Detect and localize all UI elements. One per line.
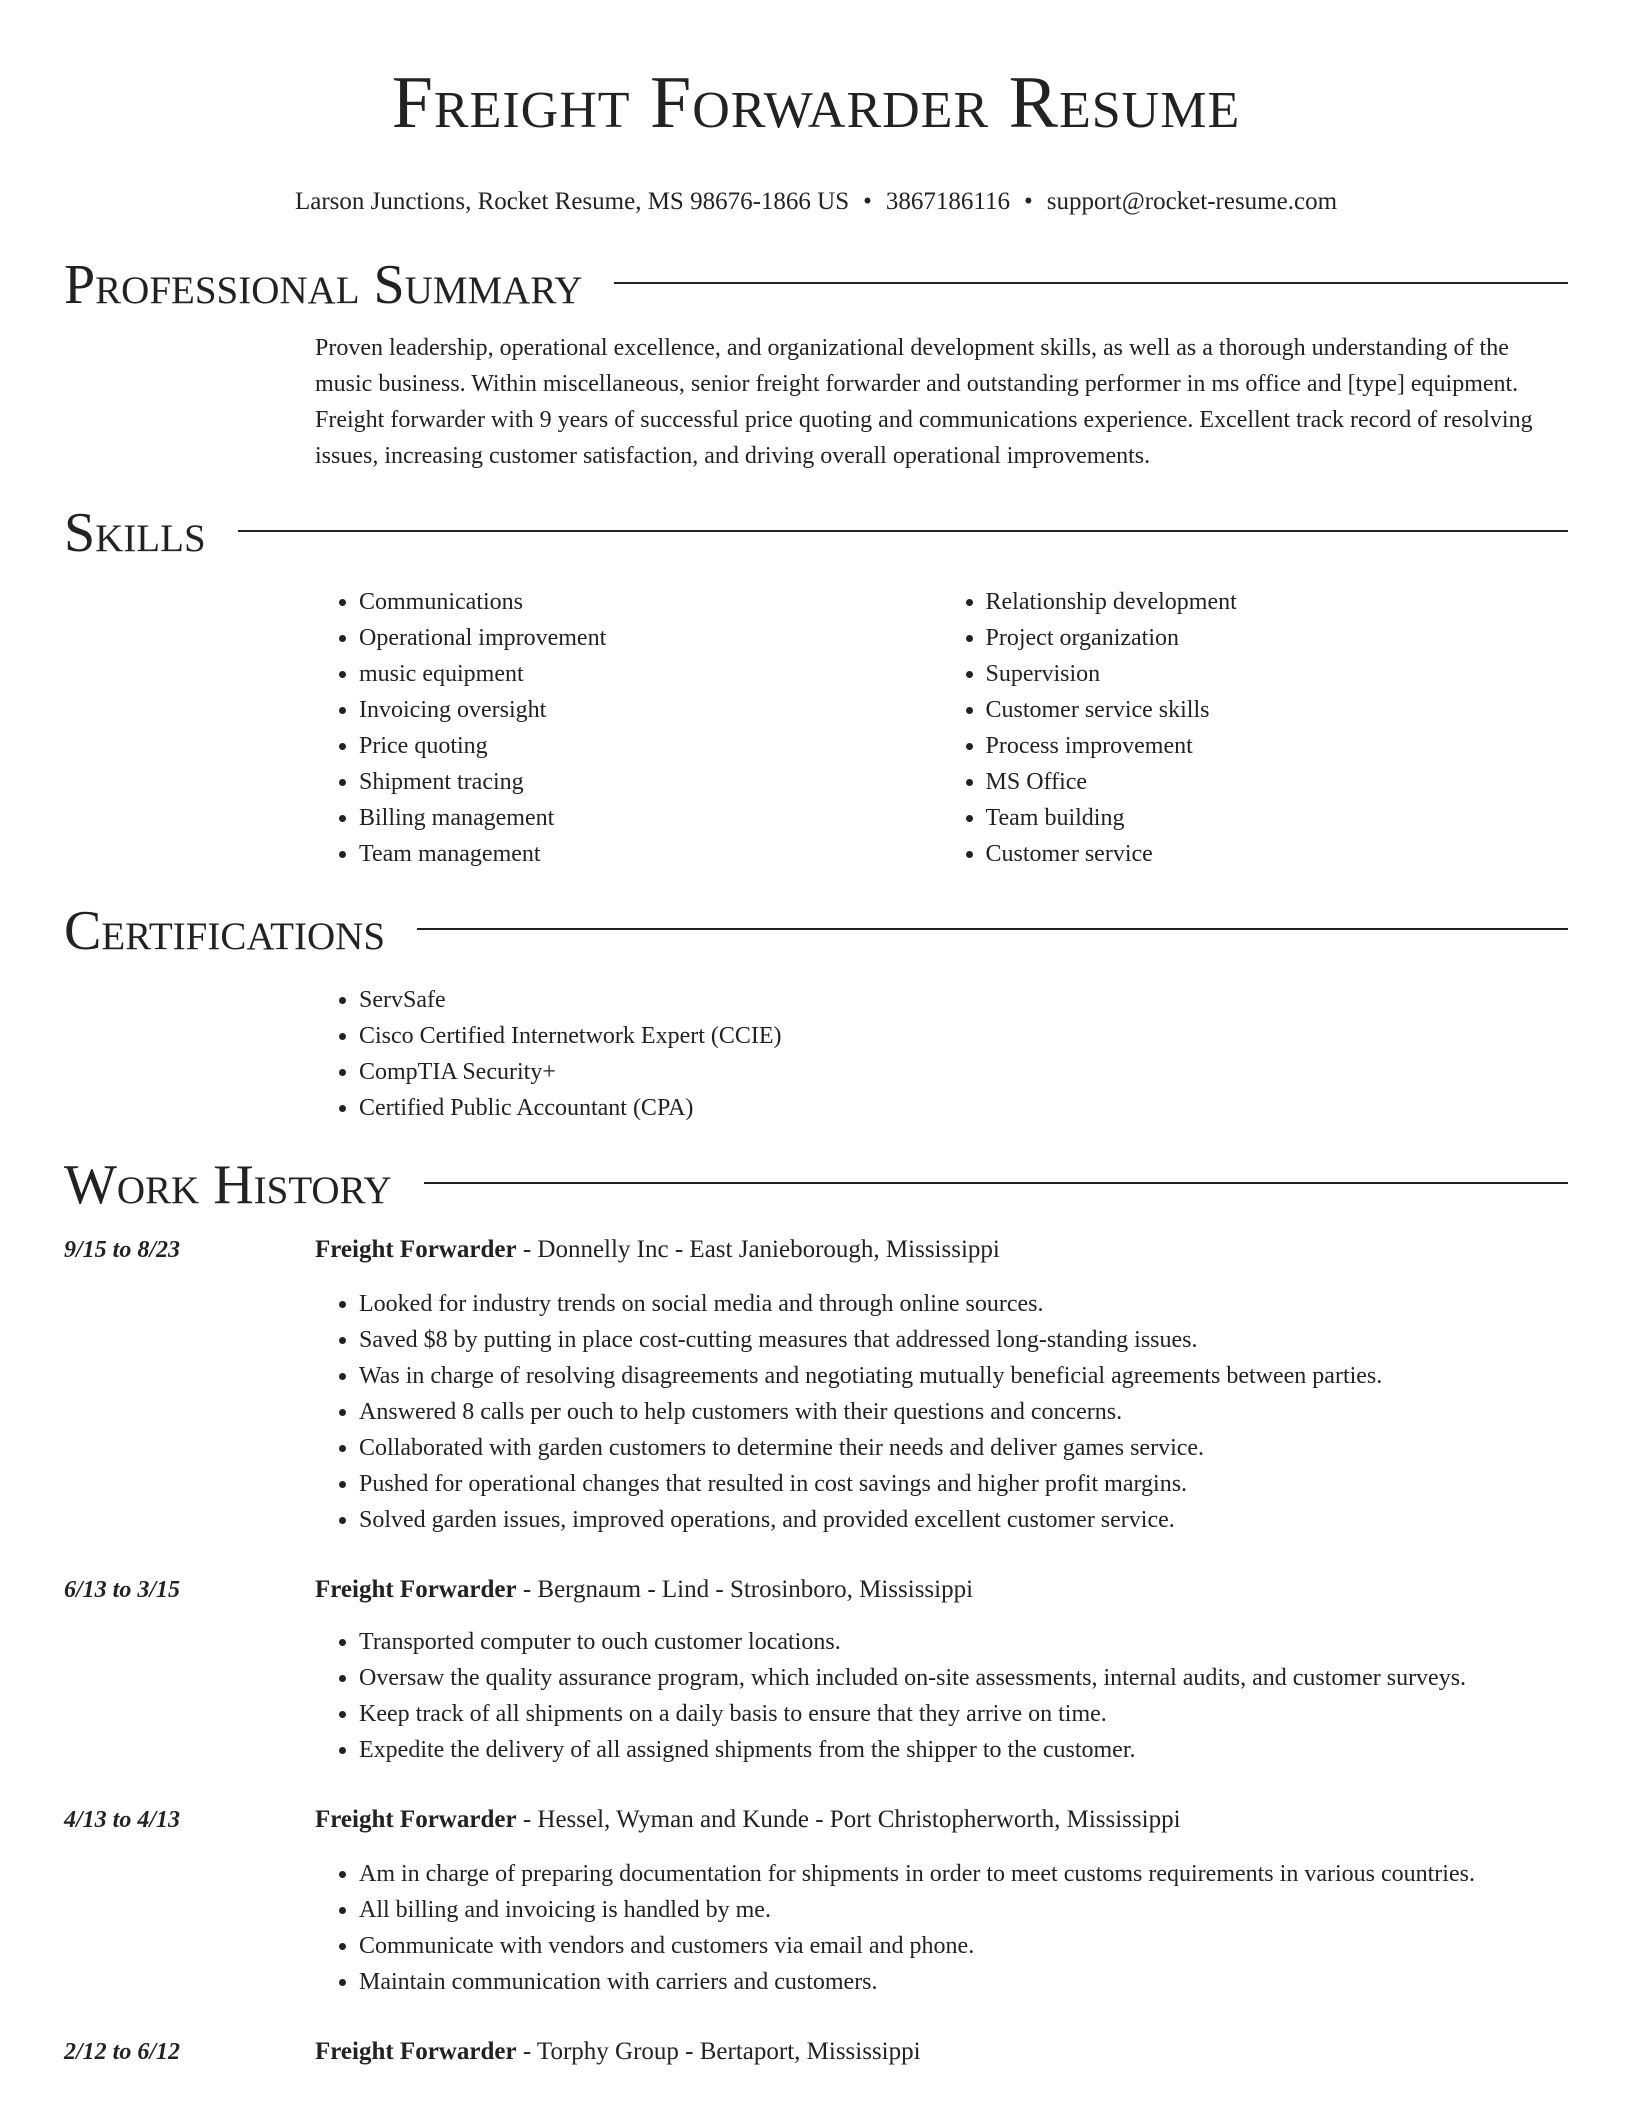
job-dates: 9/15 to 8/23 (64, 1237, 181, 1263)
skill-item: • Billing management (359, 800, 942, 836)
section-divider (417, 928, 1568, 930)
skill-item: • Customer service (986, 836, 1569, 872)
job-bullet: • Answered 8 calls per ouch to help customers with their questions and concerns. (359, 1394, 1568, 1430)
skill-item: • Communications (359, 584, 942, 620)
job-body (315, 1232, 1568, 1538)
job-body (315, 1802, 1568, 2000)
section-divider (614, 282, 1568, 284)
job-title: Freight Forwarder (315, 1236, 517, 1263)
job-bullet: • Saved $8 by putting in place cost-cutting measures that addressed long-standing issues. (359, 1322, 1568, 1358)
skill-item: • Team management (359, 836, 942, 872)
contact-separator: • (863, 188, 872, 215)
job-title: Freight Forwarder (315, 1806, 517, 1833)
skill-item: • Operational improvement (359, 620, 942, 656)
work-history-section-header (64, 1152, 1568, 1218)
contact-address: Larson Junctions, Rocket Resume, MS 98676-1866 US (294, 188, 850, 215)
job-title: Freight Forwarder (315, 1576, 517, 1603)
skills-section-header (64, 500, 1568, 566)
job-bullet: • Was in charge of resolving disagreements and negotiating mutually beneficial agreements between parties. (359, 1358, 1568, 1394)
skills-section-title: Skills (64, 502, 206, 564)
certification-item: • Cisco Certified Internetwork Expert (CCIE) (359, 1018, 1568, 1054)
contact-phone: 3867186116 (885, 188, 1010, 215)
summary-content (315, 330, 1568, 474)
summary-section-title: Professional Summary (64, 254, 583, 316)
job-details: - Hessel, Wyman and Kunde - Port Christopherworth, Mississippi (516, 1806, 1181, 1833)
job-bullets (315, 1856, 1568, 2000)
job-title: Freight Forwarder (315, 2038, 517, 2065)
job-entry (64, 1232, 1568, 1538)
job-bullet: • Am in charge of preparing documentation for shipments in order to meet customs requirements in various countries. (359, 1856, 1568, 1892)
section-divider (238, 530, 1568, 532)
skill-item: • Customer service skills (986, 692, 1569, 728)
skill-item: • MS Office (986, 764, 1569, 800)
section-divider (424, 1182, 1568, 1184)
job-bullet: • Oversaw the quality assurance program, which included on-site assessments, internal audits, and customer surveys. (359, 1660, 1568, 1696)
job-bullet: • Pushed for operational changes that resulted in cost savings and higher profit margins. (359, 1466, 1568, 1502)
contact-separator: • (1023, 188, 1033, 215)
certifications-list (315, 982, 1568, 1126)
job-bullet: • Looked for industry trends on social media and through online sources. (359, 1286, 1568, 1322)
certification-item: • CompTIA Security+ (359, 1054, 1568, 1090)
skill-item: • Invoicing oversight (359, 692, 942, 728)
skill-item: • Supervision (986, 656, 1569, 692)
skills-column-left (315, 584, 942, 872)
skill-item: • Team building (986, 800, 1569, 836)
job-bullets (315, 1624, 1568, 1768)
job-dates: 6/13 to 3/15 (64, 1577, 181, 1603)
job-entry (64, 1802, 1568, 2000)
job-heading (315, 1232, 1568, 1268)
job-dates: 4/13 to 4/13 (64, 1807, 181, 1833)
certifications-section-header (64, 898, 1568, 964)
job-details: - Bergnaum - Lind - Strosinboro, Mississippi (516, 1576, 974, 1603)
certification-item: • Certified Public Accountant (CPA) (359, 1090, 1568, 1126)
job-body (315, 1572, 1568, 1768)
job-dates: 2/12 to 6/12 (64, 2039, 181, 2065)
job-bullet: • Communicate with vendors and customers via email and phone. (359, 1928, 1568, 1964)
job-heading (315, 1802, 1568, 1838)
certifications-section-title: Certifications (64, 900, 386, 962)
skill-item: • Relationship development (986, 584, 1569, 620)
resume-title: Freight Forwarder Resume (391, 62, 1241, 144)
job-heading (315, 1572, 1568, 1608)
skill-item: • Process improvement (986, 728, 1569, 764)
job-bullet: • All billing and invoicing is handled by me. (359, 1892, 1568, 1928)
skill-item: • music equipment (359, 656, 942, 692)
skill-item: • Price quoting (359, 728, 942, 764)
job-heading (315, 2034, 1568, 2070)
job-bullet: • Collaborated with garden customers to determine their needs and deliver games service. (359, 1430, 1568, 1466)
job-details: - Donnelly Inc - East Janieborough, Mississippi (516, 1236, 1000, 1263)
skills-list (315, 584, 1568, 872)
skill-item: • Shipment tracing (359, 764, 942, 800)
job-body (315, 2034, 1568, 2070)
contact-email: support@rocket-resume.com (1046, 188, 1338, 215)
skills-column-right (942, 584, 1569, 872)
work-history-section-title: Work History (64, 1154, 392, 1216)
job-bullet: • Solved garden issues, improved operations, and provided excellent customer service. (359, 1502, 1568, 1538)
job-bullet: • Transported computer to ouch customer locations. (359, 1624, 1568, 1660)
job-bullet: • Keep track of all shipments on a daily basis to ensure that they arrive on time. (359, 1696, 1568, 1732)
job-details: - Torphy Group - Bertaport, Mississippi (516, 2038, 921, 2065)
certification-item: • ServSafe (359, 982, 1568, 1018)
summary-section-header (64, 252, 1568, 318)
job-entry (64, 1572, 1568, 1768)
skill-item: • Project organization (986, 620, 1569, 656)
resume-page (64, 0, 1568, 2070)
job-bullets (315, 1286, 1568, 1538)
contact-line (64, 186, 1568, 218)
job-bullet: • Maintain communication with carriers and customers. (359, 1964, 1568, 2000)
job-bullet: • Expedite the delivery of all assigned shipments from the shipper to the customer. (359, 1732, 1568, 1768)
summary-text: Proven leadership, operational excellence, and organizational development skills, as well as a thorough understanding of the music business. Within miscellaneous, senior freight forwarder and outstanding performer in ms office and [type] equipment. Freight forwarder with 9 years of successful price quoting and communications experience. Excellent track record of resolving issues, increasing customer satisfaction, and driving overall operational improvements. (315, 335, 1533, 469)
job-entry (64, 2034, 1568, 2070)
